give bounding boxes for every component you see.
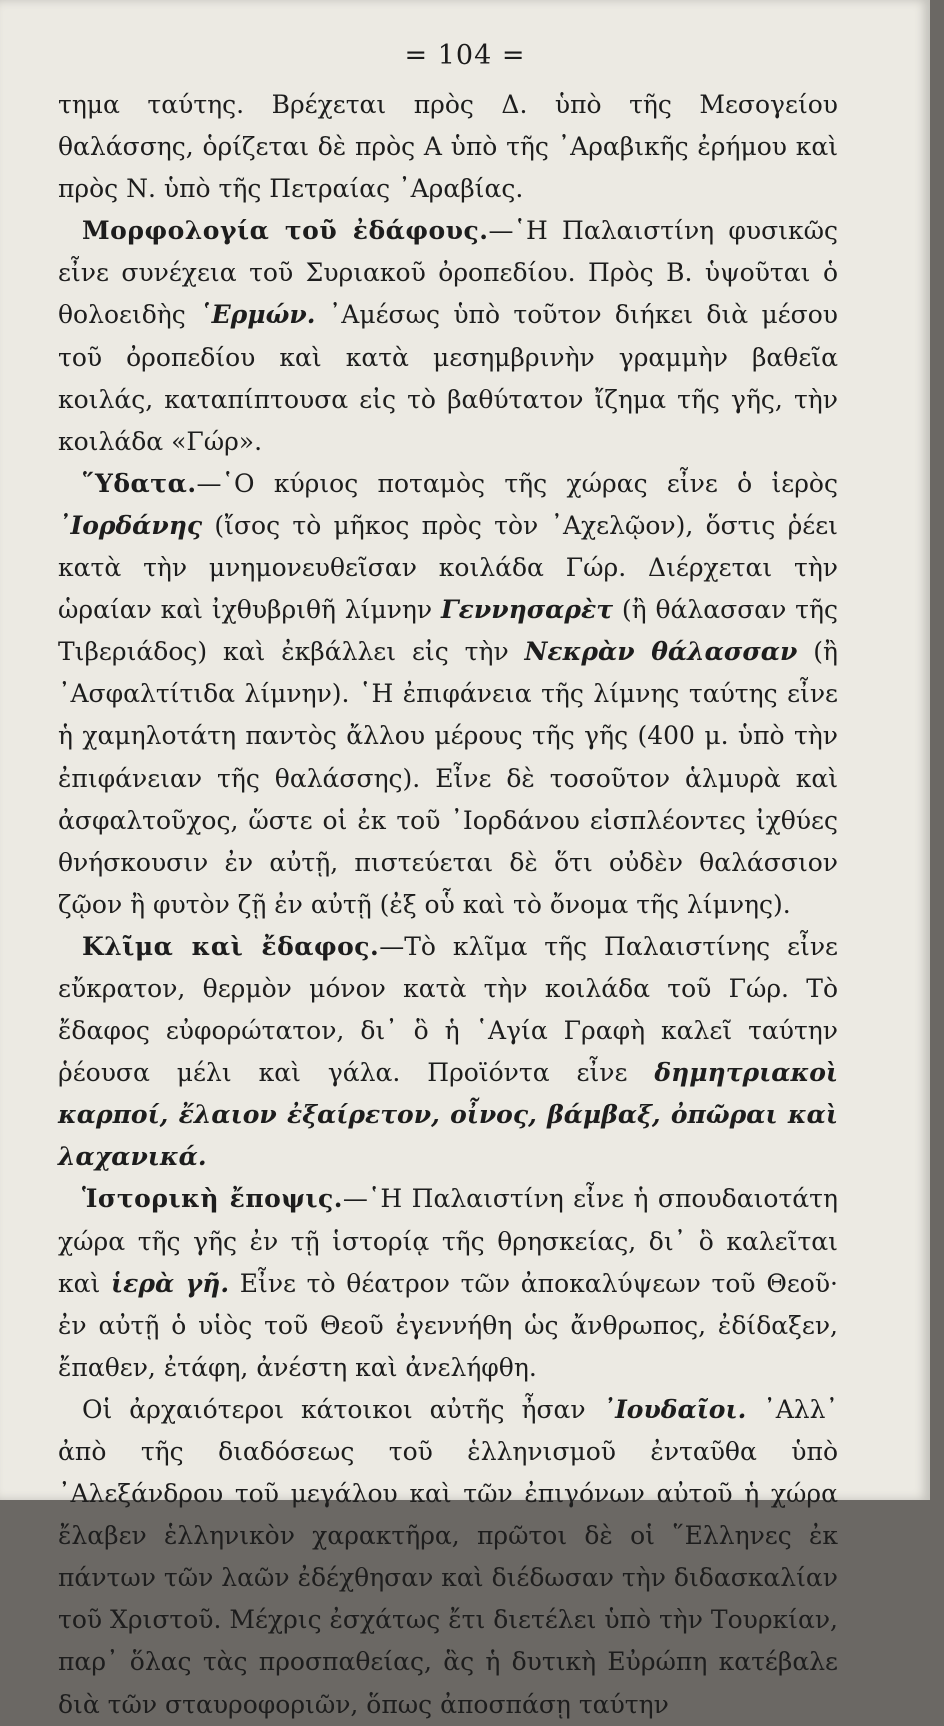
paragraph bbox=[58, 926, 838, 1179]
paragraph bbox=[58, 84, 838, 210]
paragraph bbox=[58, 463, 838, 926]
emphasized-text: Γεννησαρὲτ bbox=[440, 595, 614, 625]
text-run: (ἢ θάλασσαν τῆς Τιβεριάδος) καὶ ἐκβάλλει εἰς τὴν bbox=[58, 595, 838, 667]
emphasized-text: Νεκρὰν θάλασσαν bbox=[524, 637, 798, 667]
emphasized-text: ῾Ερμών. bbox=[199, 300, 316, 330]
text-run: Οἱ ἀρχαιότεροι κάτοικοι αὐτῆς ἦσαν bbox=[82, 1394, 603, 1424]
text-run: —Τὸ κλῖμα τῆς Παλαιστίνης εἶνε εὔκρατον, θερμὸν μόνον κατὰ τὴν κοιλάδα τοῦ Γώρ. Τὸ ἔδαφος εὐφορώτατον, δι᾿ ὃ ἡ ῾Αγία Γραφὴ καλεῖ ταύτην ῥέουσα μέλι καὶ γάλα. Προϊόντα εἶνε bbox=[58, 931, 839, 1088]
page-number: = 104 = bbox=[404, 40, 526, 71]
emphasized-text: ᾿Ιουδαῖοι. bbox=[602, 1394, 747, 1424]
section-heading: Κλῖμα καὶ ἔδαφος. bbox=[82, 931, 380, 961]
text-run: (ἴσος τὸ μῆκος πρὸς τὸν ᾿Αχελῷον), ὅστις ῥέει κατὰ τὴν μνημονευθεῖσαν κοιλάδα Γώρ. Διέρχεται τὴν ὡραίαν καὶ ἰχθυβριθῆ λίμνην bbox=[58, 510, 838, 625]
emphasized-text: ἱερὰ γῆ. bbox=[111, 1268, 230, 1298]
emphasized-text: ᾿Ιορδάνης bbox=[58, 510, 203, 540]
paragraph bbox=[58, 1178, 838, 1388]
section-heading: Ἱστορικὴ ἔποψις. bbox=[82, 1184, 343, 1214]
text-run: Εἶνε τὸ θέατρον τῶν ἀποκαλύψεων τοῦ Θεοῦ· ἐν αὐτῇ ὁ υἱὸς τοῦ Θεοῦ ἐγεννήθη ὡς ἄνθρωπος, ἐδίδαξεν, ἔπαθεν, ἐτάφη, ἀνέστη καὶ ἀνελήφθη. bbox=[58, 1268, 838, 1382]
text-run: ᾿Αμέσως ὑπὸ τοῦτον διήκει διὰ μέσου τοῦ ὀροπεδίου καὶ κατὰ μεσημβρινὴν γραμμὴν βαθεῖα κοιλάς, καταπίπτουσα εἰς τὸ βαθύτατον ἴζημα τῆς γῆς, τὴν κοιλάδα «Γώρ». bbox=[58, 300, 838, 456]
text-run: —῾Η Παλαιστίνη εἶνε ἡ σπουδαιοτάτη χώρα τῆς γῆς ἐν τῇ ἱστορίᾳ τῆς θρησκείας, δι᾿ ὃ καλεῖται καὶ bbox=[58, 1184, 838, 1298]
section-heading: Μορφολογία τοῦ ἐδάφους. bbox=[82, 216, 489, 246]
text-run: (ἢ ᾿Ασφαλτίτιδα λίμνην). ῾Η ἐπιφάνεια τῆς λίμνης ταύτης εἶνε ἡ χαμηλοτάτη παντὸς ἄλλου μέρους τῆς γῆς (400 μ. ὑπὸ τὴν ἐπιφάνειαν τῆς θαλάσσης). Εἶνε δὲ τοσοῦτον ἁλμυρὰ καὶ ἀσφαλτοῦχος, ὥστε οἱ ἐκ τοῦ ᾿Ιορδάνου εἰσπλέοντες ἰχθύες θνήσκουσιν ἐν αὐτῇ, πιστεύεται δὲ ὅτι οὐδὲν θαλάσσιον ζῷον ἢ φυτὸν ζῇ ἐν αὐτῇ (ἐξ οὗ καὶ τὸ ὄνομα τῆς λίμνης). bbox=[58, 637, 838, 919]
emphasized-text: δημητριακοὶ καρποί, ἔλαιον ἐξαίρετον, οἶνος, βάμβαξ, ὀπῶραι καὶ λαχανικά. bbox=[58, 1058, 838, 1172]
section-heading: ῞Υδατα. bbox=[82, 468, 197, 498]
text-run: —῾Ο κύριος ποταμὸς τῆς χώρας εἶνε ὁ ἱερὸς bbox=[196, 468, 838, 498]
paragraph bbox=[58, 1389, 838, 1726]
text-run: —῾Η Παλαιστίνη φυσικῶς εἶνε συνέχεια τοῦ Συριακοῦ ὀροπεδίου. Πρὸς Β. ὑψοῦται ὁ θολοειδὴς bbox=[58, 216, 838, 330]
paragraph bbox=[58, 210, 838, 463]
body-text bbox=[58, 84, 838, 1726]
text-run: τημα ταύτης. Βρέχεται πρὸς Δ. ὑπὸ τῆς Μεσογείου θαλάσσης, ὁρίζεται δὲ πρὸς Α ὑπὸ τῆς ᾿Αραβικῆς ἐρήμου καὶ πρὸς Ν. ὑπὸ τῆς Πετραίας ᾿Αραβίας. bbox=[58, 90, 838, 204]
text-run: ᾿Αλλ᾿ ἀπὸ τῆς διαδόσεως τοῦ ἑλληνισμοῦ ἐνταῦθα ὑπὸ ᾿Αλεξάνδρου τοῦ μεγάλου καὶ τῶν ἐπιγόνων αὐτοῦ ἡ χώρα ἔλαβεν ἑλληνικὸν χαρακτῆρα, πρῶτοι δὲ οἱ ῞Ελληνες ἐκ πάντων τῶν λαῶν ἐδέχθησαν καὶ διέδωσαν τὴν διδασκαλίαν τοῦ Χριστοῦ. Μέχρις ἐσχάτως ἔτι διετέλει ὑπὸ τὴν Τουρκίαν, παρ᾿ ὅλας τὰς προσπαθείας, ἃς ἡ δυτικὴ Εὐρώπη κατέβαλε διὰ τῶν σταυροφοριῶν, ὅπως ἀποσπάσῃ ταύτην bbox=[58, 1394, 838, 1719]
